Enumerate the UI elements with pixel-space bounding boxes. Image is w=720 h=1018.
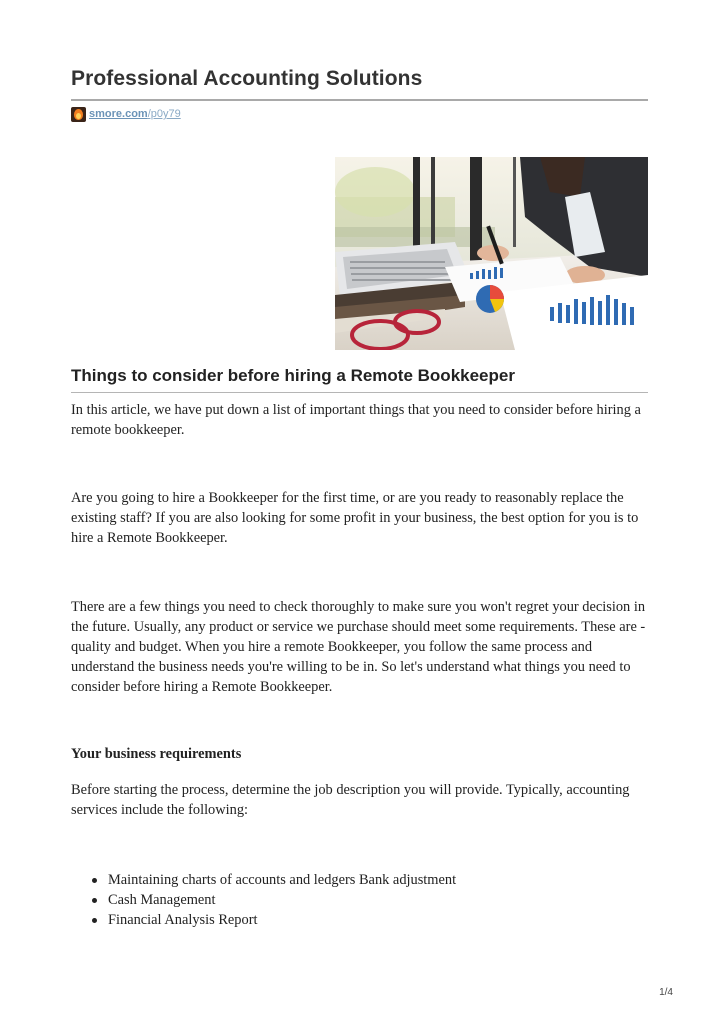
list-item: Cash Management	[71, 890, 456, 910]
paragraph-considerations: There are a few things you need to check thoroughly to make sure you won't regret your decision in the future. Usually, any product or service we purchase should meet some requirements. These are - quality and budget. When you hire a remote Bookkeeper, you follow the same process and understand the business needs you're willing to be in. So let's understand what things you need to consider before hiring a Remote Bookkeeper.	[71, 599, 646, 695]
section-subheading: Your business requirements	[71, 746, 242, 762]
list-item: Financial Analysis Report	[71, 910, 456, 930]
services-list	[71, 870, 456, 930]
source-domain[interactable]: smore.com	[89, 108, 148, 120]
smore-logo-icon	[71, 107, 86, 122]
paragraph-hire-question: Are you going to hire a Bookkeeper for the first time, or are you ready to reasonably replace the existing staff? If you are also looking for some profit in your business, the best option for you is to hire a Remote Bookkeeper.	[71, 490, 639, 546]
office-desk-illustration	[335, 157, 648, 350]
title-divider	[71, 99, 648, 101]
paragraph-intro: In this article, we have put down a list of important things that you need to consider before hiring a remote bookkeeper.	[71, 402, 641, 438]
heading-divider	[71, 392, 648, 393]
document-title: Professional Accounting Solutions	[71, 67, 423, 90]
list-item: Maintaining charts of accounts and ledgers Bank adjustment	[71, 870, 456, 890]
source-path[interactable]: /p0y79	[147, 108, 181, 120]
paragraph-job-description: Before starting the process, determine the job description you will provide. Typically, accounting services include the following:	[71, 782, 630, 818]
article-heading: Things to consider before hiring a Remote Bookkeeper	[71, 366, 515, 385]
source-link[interactable]	[71, 106, 181, 122]
article-photo	[335, 157, 648, 350]
page-number: 1/4	[659, 987, 673, 998]
